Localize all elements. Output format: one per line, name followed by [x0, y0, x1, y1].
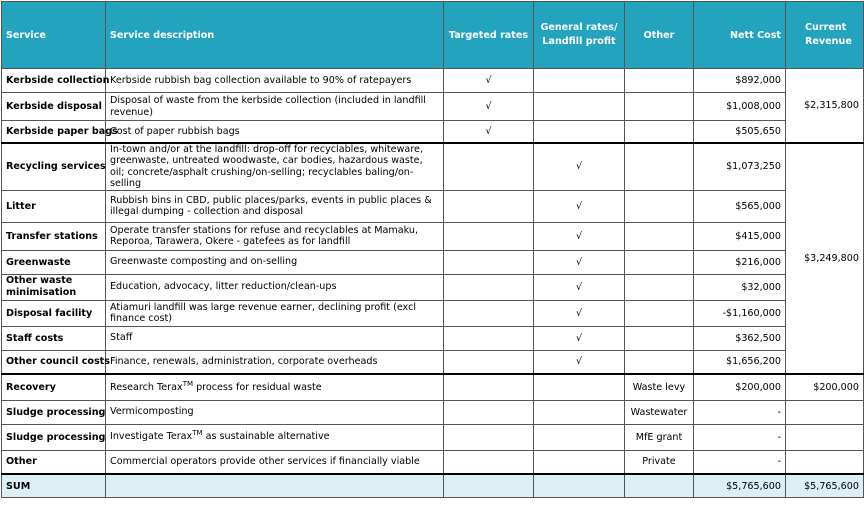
nett-cost: $32,000: [694, 274, 786, 300]
header-current-revenue: Current Revenue: [786, 2, 864, 69]
service-description: Atiamuri landfill was large revenue earner, declining profit (excl finance cost): [106, 300, 444, 326]
general-rates-check: [534, 69, 625, 93]
table-row: [2, 350, 864, 374]
description-text-rest: process for residual waste: [193, 381, 322, 393]
nett-cost: $1,073,250: [694, 143, 786, 191]
service-description: In-town and/or at the landfill: drop-off for recyclables, whiteware, greenwaste, untreated woodwaste, car bodies, hazardous waste, oil; concrete/asphalt crushing/on-selling; recyclables baling/on-selling: [106, 143, 444, 191]
nett-cost: -: [694, 424, 786, 450]
general-rates-check: [534, 93, 625, 121]
service-description: Staff: [106, 326, 444, 350]
general-rates-check: [534, 424, 625, 450]
other-funding: [625, 93, 694, 121]
general-rates-check: √: [534, 250, 625, 274]
description-text: Research Terax: [110, 381, 183, 393]
service-description: Vermicomposting: [106, 400, 444, 424]
general-rates-check: [534, 450, 625, 474]
service-name: Greenwaste: [2, 250, 106, 274]
service-name: Sludge processing: [2, 424, 106, 450]
general-rates-check: √: [534, 274, 625, 300]
nett-cost: -: [694, 450, 786, 474]
service-name: Kerbside disposal: [2, 93, 106, 121]
service-name: Kerbside paper bags: [2, 121, 106, 143]
sum-row: [2, 474, 864, 498]
header-service: Service: [2, 2, 106, 69]
targeted-rates-check: [444, 222, 534, 250]
other-funding: Private: [625, 450, 694, 474]
service-description: Cost of paper rubbish bags: [106, 121, 444, 143]
service-name: Other council costs: [2, 350, 106, 374]
nett-cost: $415,000: [694, 222, 786, 250]
other-funding: [625, 250, 694, 274]
general-rates-check: √: [534, 190, 625, 222]
targeted-rates-check: [444, 250, 534, 274]
table-row: [2, 400, 864, 424]
targeted-rates-check: [444, 400, 534, 424]
general-rates-check: √: [534, 350, 625, 374]
header-nett-cost: Nett Cost: [694, 2, 786, 69]
targeted-rates-check: [444, 350, 534, 374]
current-revenue-empty: [786, 450, 864, 474]
other-funding: [625, 326, 694, 350]
targeted-rates-check: [444, 190, 534, 222]
targeted-rates-check: [444, 374, 534, 400]
sum-current-revenue: $5,765,600: [786, 474, 864, 498]
nett-cost: $200,000: [694, 374, 786, 400]
service-name: Litter: [2, 190, 106, 222]
sum-empty-cell: [625, 474, 694, 498]
other-funding: [625, 300, 694, 326]
header-other: Other: [625, 2, 694, 69]
service-name: Other: [2, 450, 106, 474]
nett-cost: $1,656,200: [694, 350, 786, 374]
targeted-rates-check: [444, 424, 534, 450]
other-funding: MfE grant: [625, 424, 694, 450]
service-description: Finance, renewals, administration, corporate overheads: [106, 350, 444, 374]
table-row: [2, 326, 864, 350]
targeted-rates-check: [444, 274, 534, 300]
service-name: Transfer stations: [2, 222, 106, 250]
nett-cost: $565,000: [694, 190, 786, 222]
targeted-rates-check: √: [444, 69, 534, 93]
nett-cost: $216,000: [694, 250, 786, 274]
other-funding: Wastewater: [625, 400, 694, 424]
service-description: Commercial operators provide other services if financially viable: [106, 450, 444, 474]
service-description: [106, 424, 444, 450]
table-row: [2, 424, 864, 450]
service-description: Education, advocacy, litter reduction/clean-ups: [106, 274, 444, 300]
targeted-rates-check: [444, 326, 534, 350]
nett-cost: -$1,160,000: [694, 300, 786, 326]
sum-empty-cell: [444, 474, 534, 498]
header-targeted-rates: Targeted rates: [444, 2, 534, 69]
table-row: [2, 69, 864, 93]
header-general-rates: General rates/ Landfill profit: [534, 2, 625, 69]
general-rates-check: √: [534, 222, 625, 250]
service-name: Recovery: [2, 374, 106, 400]
service-name: Kerbside collection: [2, 69, 106, 93]
other-funding: [625, 143, 694, 191]
trademark-mark: TM: [182, 379, 194, 388]
other-funding: [625, 350, 694, 374]
table-row: [2, 222, 864, 250]
service-description: Kerbside rubbish bag collection available to 90% of ratepayers: [106, 69, 444, 93]
nett-cost: $362,500: [694, 326, 786, 350]
sum-label: SUM: [2, 474, 106, 498]
service-name: Staff costs: [2, 326, 106, 350]
table-row: [2, 190, 864, 222]
targeted-rates-check: [444, 143, 534, 191]
targeted-rates-check: √: [444, 93, 534, 121]
service-name: Sludge processing: [2, 400, 106, 424]
service-description: Operate transfer stations for refuse and recyclables at Mamaku, Reporoa, Tarawera, Okere - gatefees as for landfill: [106, 222, 444, 250]
sum-empty-cell: [534, 474, 625, 498]
service-description: Disposal of waste from the kerbside collection (included in landfill revenue): [106, 93, 444, 121]
trademark-mark: TM: [192, 429, 203, 438]
general-rates-check: [534, 374, 625, 400]
table-row: [2, 93, 864, 121]
header-row: [2, 2, 864, 69]
other-funding: [625, 69, 694, 93]
other-funding: [625, 222, 694, 250]
table-row: [2, 300, 864, 326]
service-name: Other waste minimisation: [2, 274, 106, 300]
current-revenue: $200,000: [786, 374, 864, 400]
table-row: [2, 374, 864, 400]
current-revenue-empty: [786, 400, 864, 424]
current-revenue: $3,249,800: [786, 143, 864, 375]
service-name: Disposal facility: [2, 300, 106, 326]
sum-empty-cell: [106, 474, 444, 498]
other-funding: [625, 121, 694, 143]
table-row: [2, 450, 864, 474]
header-description: Service description: [106, 2, 444, 69]
targeted-rates-check: √: [444, 121, 534, 143]
general-rates-check: √: [534, 300, 625, 326]
current-revenue-empty: [786, 424, 864, 450]
other-funding: [625, 190, 694, 222]
waste-services-table: [1, 1, 864, 498]
table-row: [2, 250, 864, 274]
table-row: [2, 121, 864, 143]
other-funding: [625, 274, 694, 300]
general-rates-check: [534, 400, 625, 424]
service-description: [106, 374, 444, 400]
targeted-rates-check: [444, 300, 534, 326]
general-rates-check: √: [534, 143, 625, 191]
service-description: Rubbish bins in CBD, public places/parks, events in public places & illegal dumping - collection and disposal: [106, 190, 444, 222]
general-rates-check: [534, 121, 625, 143]
description-text: Investigate Terax: [110, 431, 193, 443]
table-row: [2, 143, 864, 191]
nett-cost: $1,008,000: [694, 93, 786, 121]
description-text-rest: as sustainable alternative: [202, 431, 330, 443]
other-funding: Waste levy: [625, 374, 694, 400]
nett-cost: $892,000: [694, 69, 786, 93]
service-name: Recycling services: [2, 143, 106, 191]
table-row: [2, 274, 864, 300]
service-description: Greenwaste composting and on-selling: [106, 250, 444, 274]
current-revenue: $2,315,800: [786, 69, 864, 143]
general-rates-check: √: [534, 326, 625, 350]
nett-cost: $505,650: [694, 121, 786, 143]
targeted-rates-check: [444, 450, 534, 474]
sum-nett-cost: $5,765,600: [694, 474, 786, 498]
nett-cost: -: [694, 400, 786, 424]
